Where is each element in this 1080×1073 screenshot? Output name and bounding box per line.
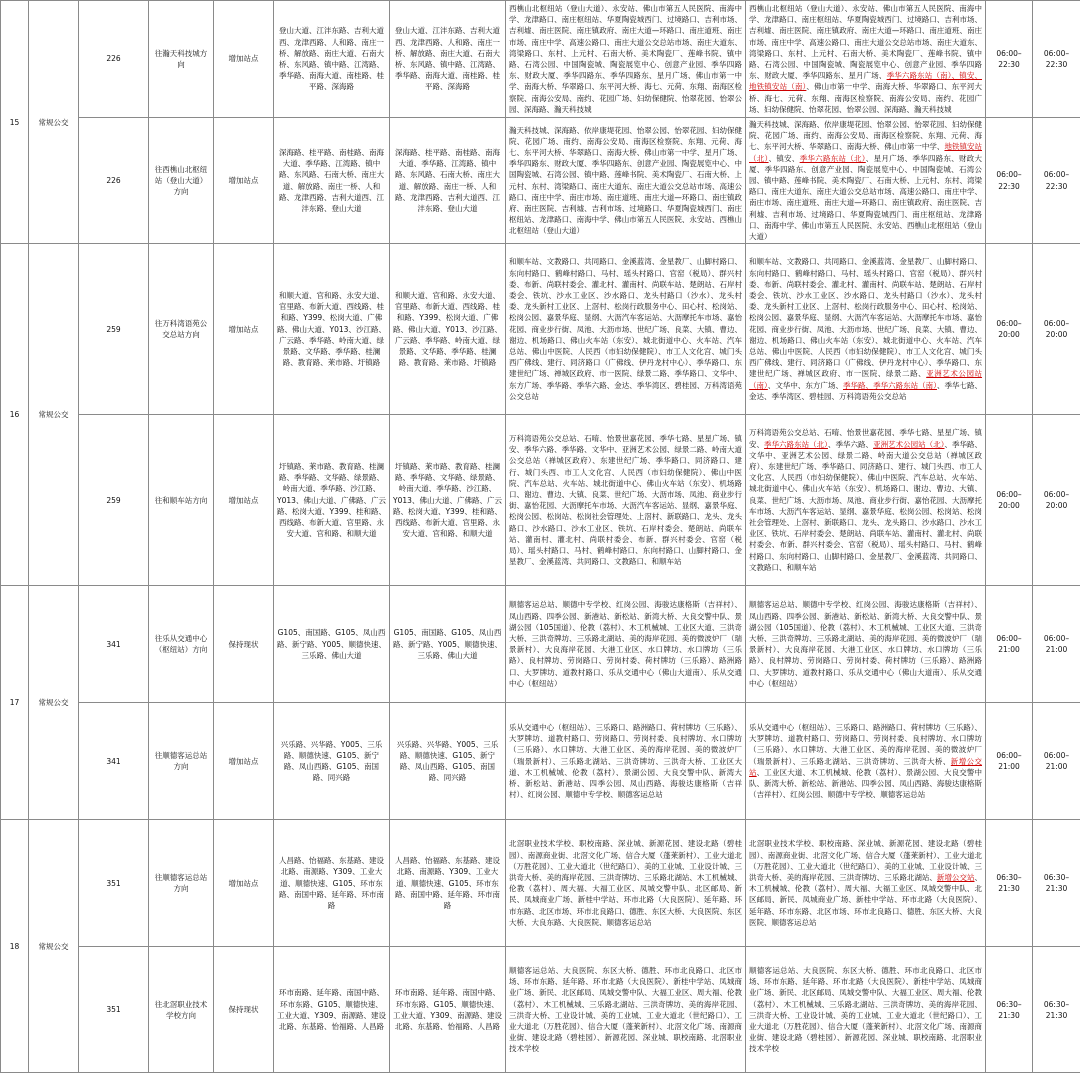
route-number-cell: 351 (79, 820, 149, 947)
route-number-cell: 351 (79, 947, 149, 1073)
route-number-cell: 341 (79, 703, 149, 820)
road-after-cell: 环市南路、延年路、南国中路、环市东路、G105、顺德快速、工业大道、Y309、南源路、建设北路、东基路、怡福路、人昌路 (390, 947, 506, 1073)
stops-text: 、木工机械城、伦教（荔村）、周大福、大福工业区、凤城交警中队、北区邮局、新民、凤城商业广场、新桂中学站、环市北路（大良医院）、延年路、环市东路、北区市场、环市北良路口、德胜、东区大桥、大良医院、顺德客运总站 (749, 873, 982, 927)
stops-after-cell (746, 118, 986, 244)
new-stop-highlight: 地铁镇安站（北） (749, 142, 982, 162)
table-row (1, 703, 1080, 820)
time-after-cell: 06:00–22:30 (1033, 118, 1080, 244)
type-cell: 常规公交 (29, 244, 79, 586)
direction-cell: 往万科湾语苑公交总站方向 (149, 244, 214, 415)
type-cell: 常规公交 (29, 820, 79, 1073)
new-stop-highlight: 季华六路东站（北） (800, 154, 866, 163)
stops-text: 、季华六路、 (828, 440, 873, 449)
table-row (1, 244, 1080, 415)
time-after-cell: 06:30–21:30 (1033, 820, 1080, 947)
type-cell: 常规公交 (29, 1, 79, 244)
stops-text: 瀚天科技城、深海路、依岸康堤花园、怡翠公园、怡翠花园、妇幼保健院、花园广场、南约、南海公安局、南海区检察院、东翔、元荷、海七、东平河大桥、华翠路口、南海大桥、佛山市第一中学、 (749, 120, 982, 151)
table-row (1, 586, 1080, 703)
route-number-cell: 259 (79, 244, 149, 415)
new-stop-highlight: 亚洲艺术公园站（北） (873, 440, 944, 449)
stops-after-cell (746, 1, 986, 118)
new-stop-highlight: 新增公交站 (937, 873, 975, 882)
stops-after-cell (746, 820, 986, 947)
time-after-cell: 06:00–22:30 (1033, 1, 1080, 118)
stops-after-cell: 顺德客运总站、大良医院、东区大桥、德胜、环市北良路口、北区市场、环市东路、延年路、环市北路（大良医院）、新桂中学站、凤城商业广场、新民、北区邮局、凤城交警中队、大福工业区、周大福、伦教（荔村）、木工机械城、三乐路北湖站、三洪奇牌坊、美的海岸花园、三洪奇大桥、工业设计城、美的工业城、工业大道北（世纪路口）、工业大道北（万胜花园）、信合大厦（蓬莱新村）、北滘文化广场、南源商业街、建设北路（碧桂园）、新源花园、深业城、职校南路、北滘职业技术学校 (746, 947, 986, 1073)
stops-before-cell: 和顺车站、文教路口、共同路口、金溪蓝湾、金星教厂、山脚村路口、东向村路口、鹤峰村路口、马村、瑶头村路口、官窑（税局）、群兴村委、布新、尚联村委会、灌北村、灌南村、尚联车站、楚朗站、石岸村委会、铁坑、沙水工业区、沙水路口、龙头村路口（沙水）、龙头村委、龙头新村工业区、上滘村、松岗行政服务中心、田心村、松岗站、松岗公园、嘉景华庭、显纲、大沥汽车客运站、大沥摩托车市场、嘉怡花园、商业步行街、凤池、大沥市场、世纪广场、良菜、大镇、曹边、谢边、机场路口、佛山火车站（东安）、城北街道中心、火车站、汽车总站、佛山中医院、人民西（市妇幼保健院）、市工人文化宫、城门头西广佛线、建行、同济路口（广佛线、伊丹龙村中心）、季华路口、东建世纪广场、禅城区政府、市一医院、绿景二路、季华路口、文华中、东方广场、季华路、季华六路、金达、季华湾区、碧桂园、万科湾语苑公交总站 (506, 244, 746, 415)
new-stop-highlight: 季华六路东站（南） (873, 381, 937, 390)
time-after-cell: 06:00–20:00 (1033, 244, 1080, 415)
new-stop-highlight: 季华路、 (843, 381, 873, 390)
route-number-cell: 226 (79, 1, 149, 118)
time-before-cell: 06:00–20:00 (986, 244, 1033, 415)
road-before-cell: 人昌路、怡福路、东基路、建设北路、南源路、Y309、工业大道、顺德快速、G105、环市东路、南国中路、延年路、环市南路 (274, 820, 390, 947)
time-before-cell: 06:00–20:00 (986, 415, 1033, 586)
stops-after-cell (746, 703, 986, 820)
adjustment-cell: 增加站点 (214, 1, 274, 118)
road-after-cell: 人昌路、怡福路、东基路、建设北路、南源路、Y309、工业大道、顺德快速、G105、环市东路、南国中路、延年路、环市南路 (390, 820, 506, 947)
direction-cell: 往顺德客运总站方向 (149, 820, 214, 947)
road-after-cell: 圩镇路、莱市路、教育路、桂澜路、季华路、文华路、绿景路、岭南大道、季华路、沙江路、Y013、佛山大道、广佛路、广云路、松岗大道、Y399、桂和路、西线路、布新大道、官里路、永安大道、官和路、和顺大道 (390, 415, 506, 586)
new-stop-highlight: 季华六路东站（北） (764, 440, 828, 449)
new-stop-highlight: 地铁镇安站（南） (749, 82, 806, 91)
stops-before-cell: 西樵山北枢纽站（登山大道）、永安站、佛山市第五人民医院、南海中学、龙津路口、南庄枢纽站、华夏陶瓷城西门、过境路口、吉利市场、吉利墟、南庄医院、南庄镇政府、南庄大道—环路口、南庄道班、南庄市场、南庄中学、高速公路口、南庄大道公交总站市场、南庄大道东、湾梁路口、东村、上元村、石南大桥、美术陶瓷厂、莲峰书院、镇中路、石湾公园、中国陶瓷城、陶瓷展览中心、创意产业园、季华四路东、财政大厦、季华四路东、季华四路东、星月广场、佛山市第一中学、南海大桥、华翠路口、东平河大桥、海七、元荷、东翔、南海区检察院、南海公安局、南约、花园广场、妇幼保健院、怡翠花园、怡翠公园、深海路、瀚天科技城 (506, 1, 746, 118)
stops-after-cell (746, 244, 986, 415)
road-after-cell: 登山大道、江沣东路、吉利大道西、龙津西路、人和路、南庄一桥、解放路、南庄大道、石南大桥、东风路、镇中路、江湾路、季华路、南海大道、南桂路、桂平路、深海路 (390, 1, 506, 118)
seq-cell: 17 (1, 586, 29, 820)
time-after-cell: 06:00–21:00 (1033, 586, 1080, 703)
new-stop-highlight: 季华六路东站（南）、镇安、 (887, 71, 982, 80)
direction-cell: 往北滘职业技术学校方向 (149, 947, 214, 1073)
direction-cell: 往和顺车站方向 (149, 415, 214, 586)
direction-cell: 往西樵山北枢纽站（登山大道）方向 (149, 118, 214, 244)
stops-text: 乐从交通中心（枢纽站）、三乐路口、路洲路口、荷村牌坊（三乐路）、大罗牌坊、道教村路口、劳岗路口、劳岗村委、良村牌坊、水口牌坊（三乐路）、水口牌坊、大港工业区、美的海岸花园、美的微波炉厂（瑞景新村）、三乐路北湖站、三洪奇牌坊、三洪奇大桥、 (749, 723, 982, 766)
road-before-cell: 深海路、桂平路、南桂路、南海大道、季华路、江湾路、镇中路、东风路、石南大桥、南庄大道、解放路、南庄一桥、人和路、龙津西路、吉利大道西、江沣东路、登山大道 (274, 118, 390, 244)
time-before-cell: 06:00–21:00 (986, 586, 1033, 703)
type-cell: 常规公交 (29, 586, 79, 820)
time-before-cell: 06:00–22:30 (986, 1, 1033, 118)
table-row (1, 118, 1080, 244)
stops-text: 、星月广场、季华四路东、财政大厦、季华四路东、创意产业园、陶瓷展览中心、中国陶瓷城、石湾公园、镇中路、莲峰书院、美术陶瓷厂、石南大桥、上元村、东村、湾梁路口、南庄大道东、南庄大道公交总站市场、高速公路口、南庄中学、南庄市场、南庄道班、南庄大道—环路口、南庄镇政府、南庄医院、吉利墟、吉利市场、过境路口、华夏陶瓷城西门、南庄枢纽站、龙津路口、南海中学、佛山市第五人民医院、永安站、西樵山北枢纽站（登山大道） (749, 154, 982, 241)
road-after-cell: 深海路、桂平路、南桂路、南海大道、季华路、江湾路、镇中路、东风路、石南大桥、南庄大道、解放路、南庄一桥、人和路、龙津西路、吉利大道西、江沣东路、登山大道 (390, 118, 506, 244)
table-row (1, 820, 1080, 947)
time-before-cell: 06:00–21:00 (986, 703, 1033, 820)
road-before-cell: 登山大道、江沣东路、吉利大道西、龙津西路、人和路、南庄一桥、解放路、南庄大道、石南大桥、东风路、镇中路、江湾路、季华路、南海大道、南桂路、桂平路、深海路 (274, 1, 390, 118)
road-after-cell: G105、南国路、G105、凤山西路、新宁路、Y005、顺德快速、三乐路、佛山大道 (390, 586, 506, 703)
stops-after-cell: 顺德客运总站、顺德中专学校、红岗公园、海骏达康格斯（吉祥村）、凤山西路、四季公园、新港站、新松站、新湾大桥、大良交警中队、景湖公园（105国道）、伦教（荔村）、木工机械城、工业区大道、三洪奇大桥、三洪奇牌坊、三乐路北湖站、美的海岸花园、美的微波炉厂（瑞景新村）、大良海岸花园、大港工业区、水口牌坊、水口牌坊（三乐路）、良村牌坊、劳岗路口、劳岗村委、荷村牌坊（三乐路）、路洲路口、大罗牌坊、道教村路口、乐从交通中心（佛山大道南）、乐从交通中心（枢纽站） (746, 586, 986, 703)
stops-text: 和顺车站、文教路口、共同路口、金溪蓝湾、金星教厂、山脚村路口、东向村路口、鹤峰村路口、马村、瑶头村路口、官窑（税局）、群兴村委、布新、尚联村委会、灌北村、灌南村、尚联车站、楚朗站、石岸村委会、铁坑、沙水工业区、沙水路口、龙头村路口（沙水）、龙头村委、龙头新村工业区、上滘村、松岗行政服务中心、田心村、松岗站、松岗公园、嘉景华庭、显纲、大沥汽车客运站、大沥摩托车市场、嘉怡花园、商业步行街、凤池、大沥市场、世纪广场、良菜、大镇、曹边、谢边、机场路口、佛山火车站（东安）、城北街道中心、火车站、汽车总站、佛山中医院、人民西（市妇幼保健院）、市工人文化宫、城门头西广佛线、建行、同济路口（广佛线、伊丹龙村中心）、季华路口、东建世纪广场、禅城区政府、市一医院、绿景二路、 (749, 257, 982, 378)
time-before-cell: 06:30–21:30 (986, 947, 1033, 1073)
stops-text: 、佛山市第一中学、南海大桥、华翠路口、东平河大桥、海七、元荷、东翔、南海区检察院、南海公安局、南约、花园广场、妇幼保健院、怡翠花园、怡翠公园、深海路、瀚天科技城 (749, 82, 982, 113)
adjustment-cell: 保持现状 (214, 586, 274, 703)
stops-before-cell: 顺德客运总站、顺德中专学校、红岗公园、海骏达康格斯（吉祥村）、凤山西路、四季公园、新港站、新松站、新湾大桥、大良交警中队、景湖公园（105国道）、伦教（荔村）、木工机械城、工业区大道、三洪奇大桥、三洪奇牌坊、三乐路北湖站、美的海岸花园、美的微波炉厂（瑞景新村）、大良海岸花园、大港工业区、水口牌坊、水口牌坊（三乐路）、良村牌坊、劳岗路口、劳岗村委、荷村牌坊（三乐路）、路洲路口、大罗牌坊、道教村路口、乐从交通中心（佛山大道南）、乐从交通中心（枢纽站） (506, 586, 746, 703)
direction-cell: 往瀚天科技城方向 (149, 1, 214, 118)
new-stop-highlight: 亚洲艺术公园站（南） (749, 369, 982, 389)
table-row (1, 947, 1080, 1073)
road-before-cell: 圩镇路、莱市路、教育路、桂澜路、季华路、文华路、绿景路、岭南大道、季华路、沙江路、Y013、佛山大道、广佛路、广云路、松岗大道、Y399、桂和路、西线路、布新大道、官里路、永安大道、官和路、和顺大道 (274, 415, 390, 586)
adjustment-cell: 保持现状 (214, 947, 274, 1073)
road-after-cell: 和顺大道、官和路、永安大道、官里路、布新大道、西线路、桂和路、Y399、松岗大道、广佛路、佛山大道、Y013、沙江路、广云路、季华路、岭南大道、绿景路、文华路、季华路、桂澜路、教育路、莱市路、圩镇路 (390, 244, 506, 415)
table-row (1, 1, 1080, 118)
adjustment-cell: 增加站点 (214, 703, 274, 820)
stops-text: 西樵山北枢纽站（登山大道）、永安站、佛山市第五人民医院、南海中学、龙津路口、南庄枢纽站、华夏陶瓷城西门、过境路口、吉利市场、吉利墟、南庄医院、南庄镇政府、南庄大道—环路口、南庄道班、南庄市场、南庄中学、高速公路口、南庄大道公交总站市场、南庄大道东、湾梁路口、东村、上元村、石南大桥、美术陶瓷厂、莲峰书院、镇中路、石湾公园、中国陶瓷城、陶瓷展览中心、创意产业园、季华四路东、财政大厦、季华四路东、星月广场、 (749, 4, 982, 80)
road-before-cell: 兴乐路、兴华路、Y005、三乐路、顺德快速、G105、新宁路、凤山西路、G105、南国路、同兴路 (274, 703, 390, 820)
direction-cell: 往乐从交通中心（枢纽站）方向 (149, 586, 214, 703)
stops-after-cell (746, 415, 986, 586)
adjustment-cell: 增加站点 (214, 118, 274, 244)
new-stop-highlight: 新增公交站 (749, 757, 982, 777)
stops-text: 、文华中、东方广场、 (768, 381, 843, 390)
road-after-cell: 兴乐路、兴华路、Y005、三乐路、顺德快速、G105、新宁路、凤山西路、G105、南国路、同兴路 (390, 703, 506, 820)
stops-before-cell: 万科湾语苑公交总站、石唷、怡景世嘉花园、季华七路、星星广场、镇安、季华六路、季华路、文华中、亚洲艺术公园、绿景二路、岭南大道公交总站（禅城区政府）、东建世纪广场、季华路口、同济路口、建行、城门头西、市工人文化宫、人民西（市妇幼保健院）、佛山中医院、汽车总站、火车站、城北街道中心、佛山火车站（东安）、机场路口、谢边、曹边、大镇、良菜、世纪广场、大沥市场、凤池、商业步行街、嘉怡花园、大沥摩托车市场、大沥汽车客运站、显纲、嘉景华庭、松岗公园、松岗站、松岗社会管理处、上滘村、新联路口、龙头、龙头路口、沙水路口、沙水工业区、铁坑、石岸村委会、楚朗站、尚联车站、灌南村、灌北村、尚联村委会、布新、群兴村委会、官窑（税局）、瑶头村路口、马村、鹤峰村路口、东向村路口、山脚村路口、金星教厂、金溪蓝湾、共同路口、文教路口、和顺车站 (506, 415, 746, 586)
stops-before-cell: 北滘职业技术学校、职校南路、深业城、新源花园、建设北路（碧桂园）、南源商业街、北滘文化广场、信合大厦（蓬莱新村）、工业大道北（万胜花园）、工业大道北（世纪路口）、美的工业城、工业设计城、三洪奇大桥、美的海岸花园、三洪奇牌坊、三乐路北湖站、木工机械城、伦教（荔村）、周大福、大福工业区、凤城交警中队、北区邮局、新民、凤城商业广场、新桂中学站、环市北路（大良医院）、延年路、环市东路、北区市场、环市北良路口、德胜、东区大桥、大良医院、东区大桥、大良东路、大良医院、顺德客运总站 (506, 820, 746, 947)
road-before-cell: 和顺大道、官和路、永安大道、官里路、布新大道、西线路、桂和路、Y399、松岗大道、广佛路、佛山大道、Y013、沙江路、广云路、季华路、岭南大道、绿景路、文华路、季华路、桂澜路、教育路、莱市路、圩镇路 (274, 244, 390, 415)
time-before-cell: 06:30–21:30 (986, 820, 1033, 947)
time-after-cell: 06:30–21:30 (1033, 947, 1080, 1073)
seq-cell: 15 (1, 1, 29, 244)
adjustment-cell: 增加站点 (214, 415, 274, 586)
route-number-cell: 259 (79, 415, 149, 586)
seq-cell: 16 (1, 244, 29, 586)
road-before-cell: G105、南国路、G105、凤山西路、新宁路、Y005、顺德快速、三乐路、佛山大道 (274, 586, 390, 703)
stops-text: 、季华七路、金达、季华湾区、碧桂园、万科湾语苑公交总站 (749, 381, 982, 401)
road-before-cell: 环市南路、延年路、南国中路、环市东路、G105、顺德快速、工业大道、Y309、南源路、建设北路、东基路、怡福路、人昌路 (274, 947, 390, 1073)
adjustment-cell: 增加站点 (214, 244, 274, 415)
stops-text: 、季华路、文华中、亚洲艺术公园、绿景二路、岭南大道公交总站（禅城区政府）、东建世纪广场、季华路口、同济路口、建行、城门头西、市工人文化宫、人民西（市妇幼保健院）、佛山中医院、汽车总站、火车站、城北街道中心、佛山火车站（东安）、机场路口、谢边、曹边、大镇、良菜、世纪广场、大沥市场、凤池、商业步行街、嘉怡花园、大沥摩托车市场、大沥汽车客运站、显纲、嘉景华庭、松岗公园、松岗站、松岗社会管理处、上滘村、新联路口、龙头、龙头路口、沙水路口、沙水工业区、铁坑、石岸村委会、楚朗站、尚联车站、灌南村、灌北村、尚联村委会、布新、群兴村委会、官窑（税局）、瑶头村路口、马村、鹤峰村路口、东向村路口、山脚村路口、金星教厂、金溪蓝湾、共同路口、文教路口、和顺车站 (749, 440, 982, 572)
stops-text: 、镇安、 (769, 154, 800, 163)
stops-before-cell: 乐从交通中心（枢纽站）、三乐路口、路洲路口、荷村牌坊（三乐路）、大罗牌坊、道教村路口、劳岗路口、劳岗村委、良村牌坊、水口牌坊（三乐路）、水口牌坊、大港工业区、美的海岸花园、美的微波炉厂（瑞景新村）、三乐路北湖站、三洪奇牌坊、三洪奇大桥、工业区大道、木工机械城、伦教（荔村）、景湖公园、大良交警中队、新湾大桥、新松站、新港站、四季公园、凤山西路、海骏达康格斯（吉祥村）、红岗公园、顺德中专学校、顺德客运总站 (506, 703, 746, 820)
stops-text: 、工业区大道、木工机械城、伦教（荔村）、景湖公园、大良交警中队、新湾大桥、新松站、新港站、四季公园、凤山西路、海骏达康格斯（吉祥村）、红岗公园、顺德中专学校、顺德客运总站 (749, 768, 982, 799)
time-after-cell: 06:00–20:00 (1033, 415, 1080, 586)
time-after-cell: 06:00–21:00 (1033, 703, 1080, 820)
adjustment-cell: 增加站点 (214, 820, 274, 947)
route-number-cell: 226 (79, 118, 149, 244)
stops-before-cell: 瀚天科技城、深海路、依岸康堤花园、怡翠公园、怡翠花园、妇幼保健院、花园广场、南约、南海公安局、南海区检察院、东翔、元荷、海七、东平河大桥、华翠路口、南海大桥、佛山市第一中学、星月广场、季华四路东、财政大厦、季华四路东、创意产业园、陶瓷展览中心、中国陶瓷城、石湾公园、镇中路、莲峰书院、美术陶瓷厂、石南大桥、上元村、东村、湾梁路口、南庄大道东、南庄大道公交总站市场、高速公路口、南庄中学、南庄市场、南庄道班、南庄大道—环路口、南庄镇政府、南庄医院、吉利墟、吉利市场、过境路口、华夏陶瓷城西门、南庄枢纽站、龙津路口、南海中学、佛山市第五人民医院、永安站、西樵山北枢纽站（登山大道） (506, 118, 746, 244)
table-row (1, 415, 1080, 586)
route-number-cell: 341 (79, 586, 149, 703)
direction-cell: 往顺德客运总站方向 (149, 703, 214, 820)
stops-text: 万科湾语苑公交总站、石唷、怡景世嘉花园、季华七路、星星广场、镇安、 (749, 428, 982, 448)
stops-before-cell: 顺德客运总站、大良医院、东区大桥、德胜、环市北良路口、北区市场、环市东路、延年路、环市北路（大良医院）、新桂中学站、凤城商业广场、新民、北区邮局、凤城交警中队、大福工业区、周大福、伦教（荔村）、木工机械城、三乐路北湖站、三洪奇牌坊、美的海岸花园、三洪奇大桥、工业设计城、美的工业城、工业大道北（世纪路口）、工业大道北（万胜花园）、信合大厦（蓬莱新村）、北滘文化广场、南源商业街、建设北路（碧桂园）、新源花园、深业城、职校南路、北滘职业技术学校 (506, 947, 746, 1073)
seq-cell: 18 (1, 820, 29, 1073)
time-before-cell: 06:00–22:30 (986, 118, 1033, 244)
stops-text: 北滘职业技术学校、职校南路、深业城、新源花园、建设北路（碧桂园）、南源商业街、北滘文化广场、信合大厦（蓬莱新村）、工业大道北（万胜花园）、工业大道北（世纪路口）、美的工业城、工业设计城、三洪奇大桥、美的海岸花园、三洪奇牌坊、三乐路北湖站、 (749, 839, 982, 882)
